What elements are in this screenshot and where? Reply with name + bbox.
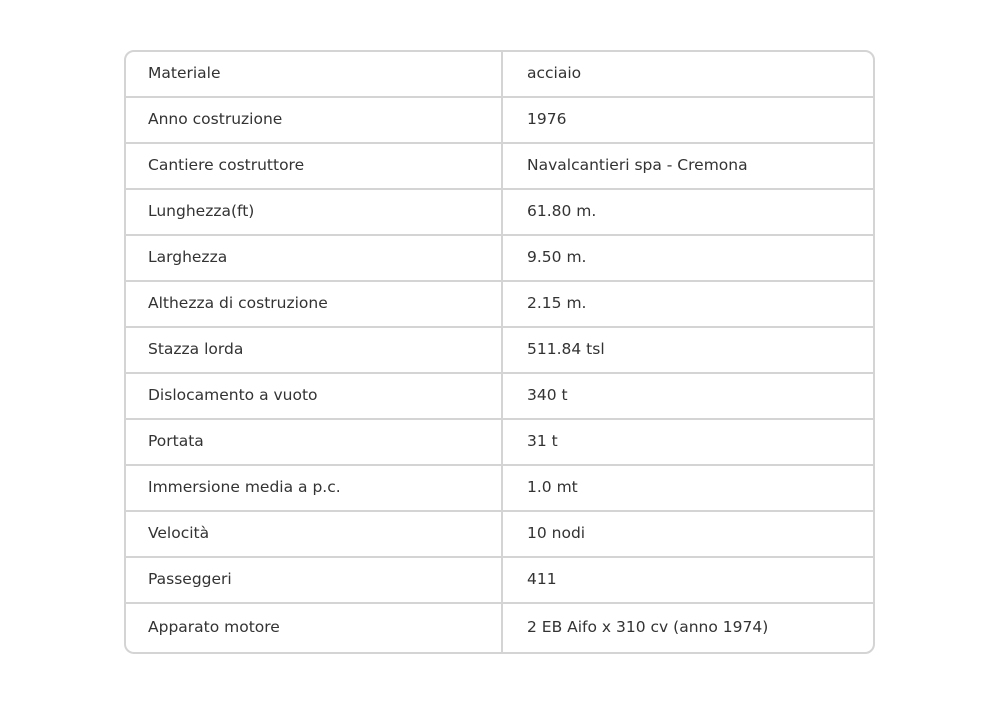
spec-label: Anno costruzione	[126, 97, 502, 143]
table-row	[126, 52, 873, 97]
spec-label: Larghezza	[126, 235, 502, 281]
spec-value: 411	[502, 557, 873, 603]
table-row	[126, 603, 873, 652]
spec-value: 1976	[502, 97, 873, 143]
spec-value: 2.15 m.	[502, 281, 873, 327]
spec-label: Velocità	[126, 511, 502, 557]
spec-value: 10 nodi	[502, 511, 873, 557]
table-row	[126, 511, 873, 557]
table-row	[126, 143, 873, 189]
table-row	[126, 327, 873, 373]
spec-value: acciaio	[502, 52, 873, 97]
spec-value: 1.0 mt	[502, 465, 873, 511]
spec-label: Portata	[126, 419, 502, 465]
table-row	[126, 419, 873, 465]
spec-value: 31 t	[502, 419, 873, 465]
specifications-table	[124, 50, 875, 654]
spec-label: Stazza lorda	[126, 327, 502, 373]
spec-label: Althezza di costruzione	[126, 281, 502, 327]
spec-label: Dislocamento a vuoto	[126, 373, 502, 419]
spec-label: Immersione media a p.c.	[126, 465, 502, 511]
spec-value: 340 t	[502, 373, 873, 419]
spec-label: Passeggeri	[126, 557, 502, 603]
table-row	[126, 465, 873, 511]
table-row	[126, 189, 873, 235]
spec-label: Cantiere costruttore	[126, 143, 502, 189]
spec-label: Lunghezza(ft)	[126, 189, 502, 235]
table-row	[126, 235, 873, 281]
table-row	[126, 557, 873, 603]
table-row	[126, 373, 873, 419]
spec-value: 61.80 m.	[502, 189, 873, 235]
spec-value: 511.84 tsl	[502, 327, 873, 373]
spec-value: 2 EB Aifo x 310 cv (anno 1974)	[527, 618, 769, 637]
table-row	[126, 97, 873, 143]
spec-value: 9.50 m.	[502, 235, 873, 281]
spec-label: Apparato motore	[126, 603, 502, 652]
table-row	[126, 281, 873, 327]
specifications-grid	[126, 52, 873, 652]
spec-label: Materiale	[126, 52, 502, 97]
spec-value: Navalcantieri spa - Cremona	[502, 143, 873, 189]
